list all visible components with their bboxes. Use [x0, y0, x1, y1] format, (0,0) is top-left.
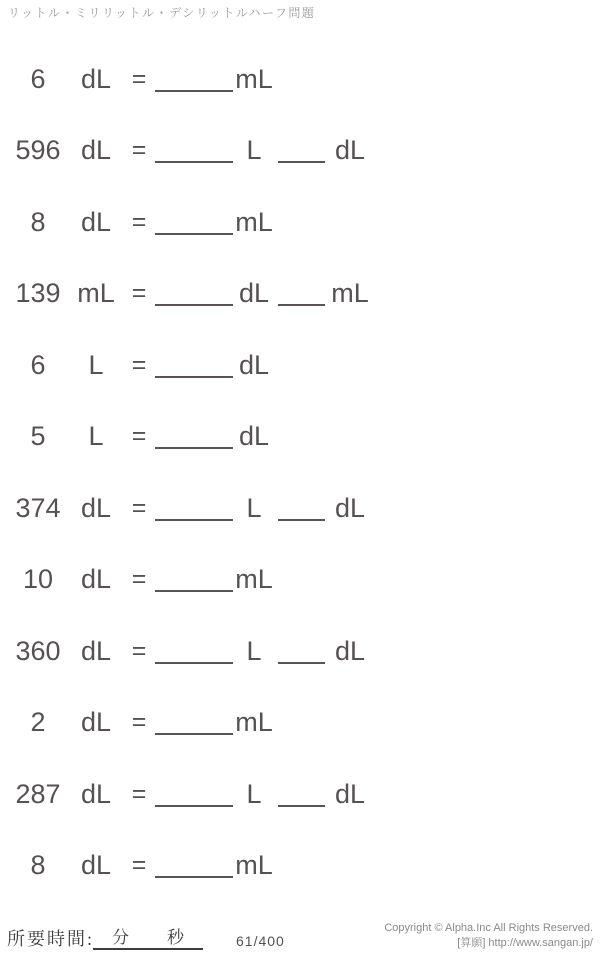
answer-unit: mL	[331, 278, 369, 308]
answer-blank[interactable]	[155, 733, 233, 735]
problem-value: 596	[15, 135, 61, 165]
problem-row	[0, 559, 600, 599]
problem-row	[0, 845, 600, 885]
time-required-blank[interactable]	[93, 924, 203, 950]
problem-row	[0, 416, 600, 456]
equals-sign: =	[131, 422, 147, 450]
problem-from-unit: dL	[80, 493, 112, 523]
answer-blank[interactable]	[155, 161, 233, 163]
answer-unit: dL	[238, 421, 270, 451]
problem-row	[0, 202, 600, 242]
answer-blank[interactable]	[155, 805, 233, 807]
problem-from-unit: dL	[80, 564, 112, 594]
answer-unit: mL	[235, 207, 273, 237]
answer-blank[interactable]	[278, 519, 325, 521]
problem-row	[0, 774, 600, 814]
equals-sign: =	[131, 565, 147, 593]
problem-value: 360	[15, 636, 61, 666]
equals-sign: =	[131, 494, 147, 522]
equals-sign: =	[131, 851, 147, 879]
page-number: 61/400	[236, 933, 285, 949]
answer-unit: mL	[235, 707, 273, 737]
problem-from-unit: mL	[77, 278, 115, 308]
minutes-unit-label: 分	[112, 928, 129, 947]
equals-sign: =	[131, 708, 147, 736]
answer-blank[interactable]	[155, 233, 233, 235]
answer-unit: dL	[238, 278, 270, 308]
answer-blank[interactable]	[155, 447, 233, 449]
equals-sign: =	[131, 136, 147, 164]
problem-value: 374	[15, 493, 61, 523]
answer-unit: dL	[334, 493, 366, 523]
copyright-notice	[384, 921, 593, 950]
equals-sign: =	[131, 65, 147, 93]
copyright-line2: [算願] http://www.sangan.jp/	[457, 936, 593, 949]
problem-from-unit: L	[88, 421, 104, 451]
problem-value: 139	[15, 278, 61, 308]
problem-value: 5	[30, 421, 46, 451]
problem-value: 10	[22, 564, 54, 594]
equals-sign: =	[131, 279, 147, 307]
answer-unit: L	[246, 636, 262, 666]
problem-row	[0, 130, 600, 170]
problem-from-unit: dL	[80, 707, 112, 737]
answer-unit: L	[246, 135, 262, 165]
equals-sign: =	[131, 780, 147, 808]
answer-blank[interactable]	[155, 876, 233, 878]
problem-value: 8	[30, 207, 46, 237]
answer-blank[interactable]	[155, 304, 233, 306]
problem-from-unit: dL	[80, 636, 112, 666]
answer-blank[interactable]	[155, 590, 233, 592]
answer-unit: dL	[238, 350, 270, 380]
answer-blank[interactable]	[155, 662, 233, 664]
answer-blank[interactable]	[278, 662, 325, 664]
answer-blank[interactable]	[278, 304, 325, 306]
problem-value: 287	[15, 779, 61, 809]
copyright-line1: Copyright © Alpha.Inc All Rights Reserved.	[384, 922, 593, 934]
answer-blank[interactable]	[155, 90, 233, 92]
answer-unit: dL	[334, 135, 366, 165]
time-required-label: 所要時間:	[7, 929, 95, 949]
equals-sign: =	[131, 208, 147, 236]
equals-sign: =	[131, 351, 147, 379]
answer-blank[interactable]	[155, 519, 233, 521]
problem-value: 2	[30, 707, 46, 737]
problem-from-unit: L	[88, 350, 104, 380]
problem-from-unit: dL	[80, 207, 112, 237]
answer-unit: L	[246, 779, 262, 809]
problem-from-unit: dL	[80, 779, 112, 809]
answer-unit: mL	[235, 564, 273, 594]
answer-unit: dL	[334, 779, 366, 809]
answer-unit: L	[246, 493, 262, 523]
problem-row	[0, 59, 600, 99]
answer-blank[interactable]	[155, 376, 233, 378]
answer-unit: mL	[235, 850, 273, 880]
seconds-unit-label: 秒	[167, 928, 184, 947]
answer-unit: mL	[235, 64, 273, 94]
problem-value: 8	[30, 850, 46, 880]
equals-sign: =	[131, 637, 147, 665]
problem-from-unit: dL	[80, 850, 112, 880]
problem-from-unit: dL	[80, 135, 112, 165]
problem-value: 6	[30, 350, 46, 380]
answer-unit: dL	[334, 636, 366, 666]
problem-row	[0, 273, 600, 313]
answer-blank[interactable]	[278, 161, 325, 163]
page-title: リットル・ミリリットル・デシリットルハーフ問題	[8, 6, 316, 20]
problem-from-unit: dL	[80, 64, 112, 94]
problem-value: 6	[30, 64, 46, 94]
problem-row	[0, 702, 600, 742]
problem-row	[0, 631, 600, 671]
problem-row	[0, 345, 600, 385]
problem-row	[0, 488, 600, 528]
answer-blank[interactable]	[278, 805, 325, 807]
